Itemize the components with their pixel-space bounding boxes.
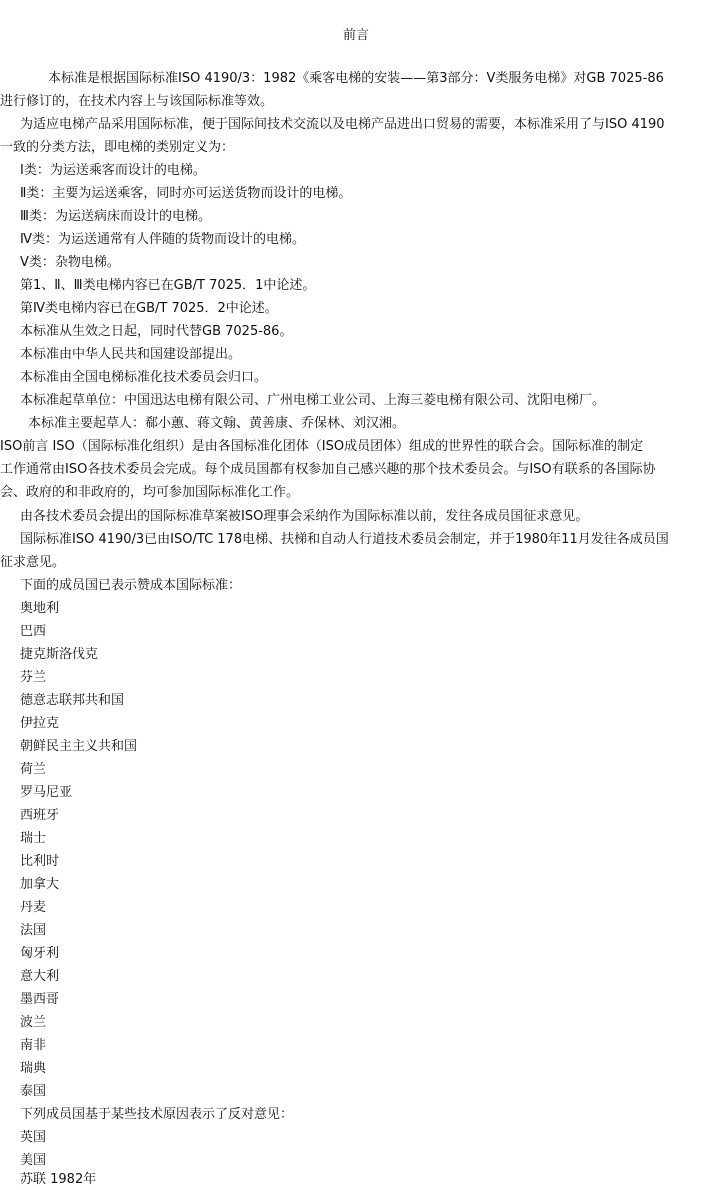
country-list-item: 丹麦 — [20, 900, 47, 915]
country-list-item: 法国 — [20, 923, 47, 938]
country-list-item: 美国 — [20, 1153, 47, 1168]
country-list-item: 荷兰 — [20, 762, 47, 777]
country-list-item: 苏联 1982年 — [20, 1172, 97, 1187]
country-list-item: 英国 — [20, 1130, 47, 1145]
category-line: Ⅲ类：为运送病床而设计的电梯。 — [20, 209, 211, 224]
paragraph-line: ISO前言 ISO（国际标准化组织）是由各国标准化团体（ISO成员团体）组成的世界性的联合会。国际标准的制定 — [0, 439, 644, 454]
country-list-item: 德意志联邦共和国 — [20, 693, 125, 708]
paragraph-line: 本标准主要起草人：郗小蕙、蒋文翰、黄善康、乔保林、刘汉湘。 — [28, 416, 406, 431]
objection-heading: 下列成员国基于某些技术原因表示了反对意见： — [20, 1107, 294, 1122]
paragraph-line: 国际标准ISO 4190/3已由ISO/TC 178电梯、扶梯和自动人行道技术委员会制定，并于1980年11月发往各成员国 — [20, 532, 669, 547]
paragraph-line: 本标准从生效之日起，同时代替GB 7025-86。 — [20, 324, 293, 339]
paragraph-line: 本标准是根据国际标准ISO 4190/3：1982《乘客电梯的安装——第3部分：Ⅴ类服务电梯》对GB 7025-86 — [48, 71, 664, 86]
country-list-item: 巴西 — [20, 624, 47, 639]
paragraph-line: 本标准由中华人民共和国建设部提出。 — [20, 347, 242, 362]
paragraph-line: 为适应电梯产品采用国际标准，便于国际间技术交流以及电梯产品进出口贸易的需要，本标准采用了与ISO 4190 — [20, 117, 665, 132]
country-list-item: 波兰 — [20, 1015, 47, 1030]
paragraph-line: 征求意见。 — [0, 555, 66, 570]
country-list-item: 意大利 — [20, 969, 60, 984]
paragraph-line: 第1、Ⅱ、Ⅲ类电梯内容已在GB/T 7025．1中论述。 — [20, 278, 316, 293]
category-line: Ⅴ类：杂物电梯。 — [20, 255, 120, 270]
paragraph-line: 本标准起草单位：中国迅达电梯有限公司、广州电梯工业公司、上海三菱电梯有限公司、沈阳电梯厂。 — [20, 393, 606, 408]
paragraph-line: 一致的分类方法，即电梯的类别定义为： — [0, 140, 235, 155]
paragraph-line: 会、政府的和非政府的，均可参加国际标准化工作。 — [0, 485, 300, 500]
category-line: Ⅳ类：为运送通常有人伴随的货物而设计的电梯。 — [20, 232, 305, 247]
category-line: Ⅱ类：主要为运送乘客，同时亦可运送货物而设计的电梯。 — [20, 186, 352, 201]
paragraph-line: 由各技术委员会提出的国际标准草案被ISO理事会采纳作为国际标准以前，发往各成员国征求意见。 — [20, 509, 589, 524]
country-list-item: 西班牙 — [20, 808, 60, 823]
paragraph-line: 工作通常由ISO各技术委员会完成。每个成员国都有权参加自己感兴趣的那个技术委员会。与ISO有联系的各国际协 — [0, 462, 656, 477]
country-list-item: 加拿大 — [20, 877, 60, 892]
country-list-item: 芬兰 — [20, 670, 47, 685]
country-list-item: 朝鲜民主主义共和国 — [20, 739, 138, 754]
paragraph-line: 下面的成员国已表示赞成本国际标准： — [20, 578, 242, 593]
country-list-item: 捷克斯洛伐克 — [20, 647, 99, 662]
category-line: Ⅰ类：为运送乘客而设计的电梯。 — [20, 163, 206, 178]
country-list-item: 瑞士 — [20, 831, 47, 846]
country-list-item: 墨西哥 — [20, 992, 60, 1007]
paragraph-line: 第Ⅳ类电梯内容已在GB/T 7025．2中论述。 — [20, 301, 278, 316]
country-list-item: 比利时 — [20, 854, 60, 869]
paragraph-line: 本标准由全国电梯标准化技术委员会归口。 — [20, 370, 268, 385]
country-list-item: 奥地利 — [20, 601, 60, 616]
country-list-item: 伊拉克 — [20, 716, 60, 731]
country-list-item: 南非 — [20, 1038, 47, 1053]
country-list-item: 匈牙利 — [20, 946, 60, 961]
country-list-item: 泰国 — [20, 1084, 47, 1099]
page-title: 前言 — [342, 28, 369, 43]
country-list-item: 瑞典 — [20, 1061, 47, 1076]
country-list-item: 罗马尼亚 — [20, 785, 73, 800]
paragraph-line: 进行修订的，在技术内容上与该国际标准等效。 — [0, 94, 274, 109]
